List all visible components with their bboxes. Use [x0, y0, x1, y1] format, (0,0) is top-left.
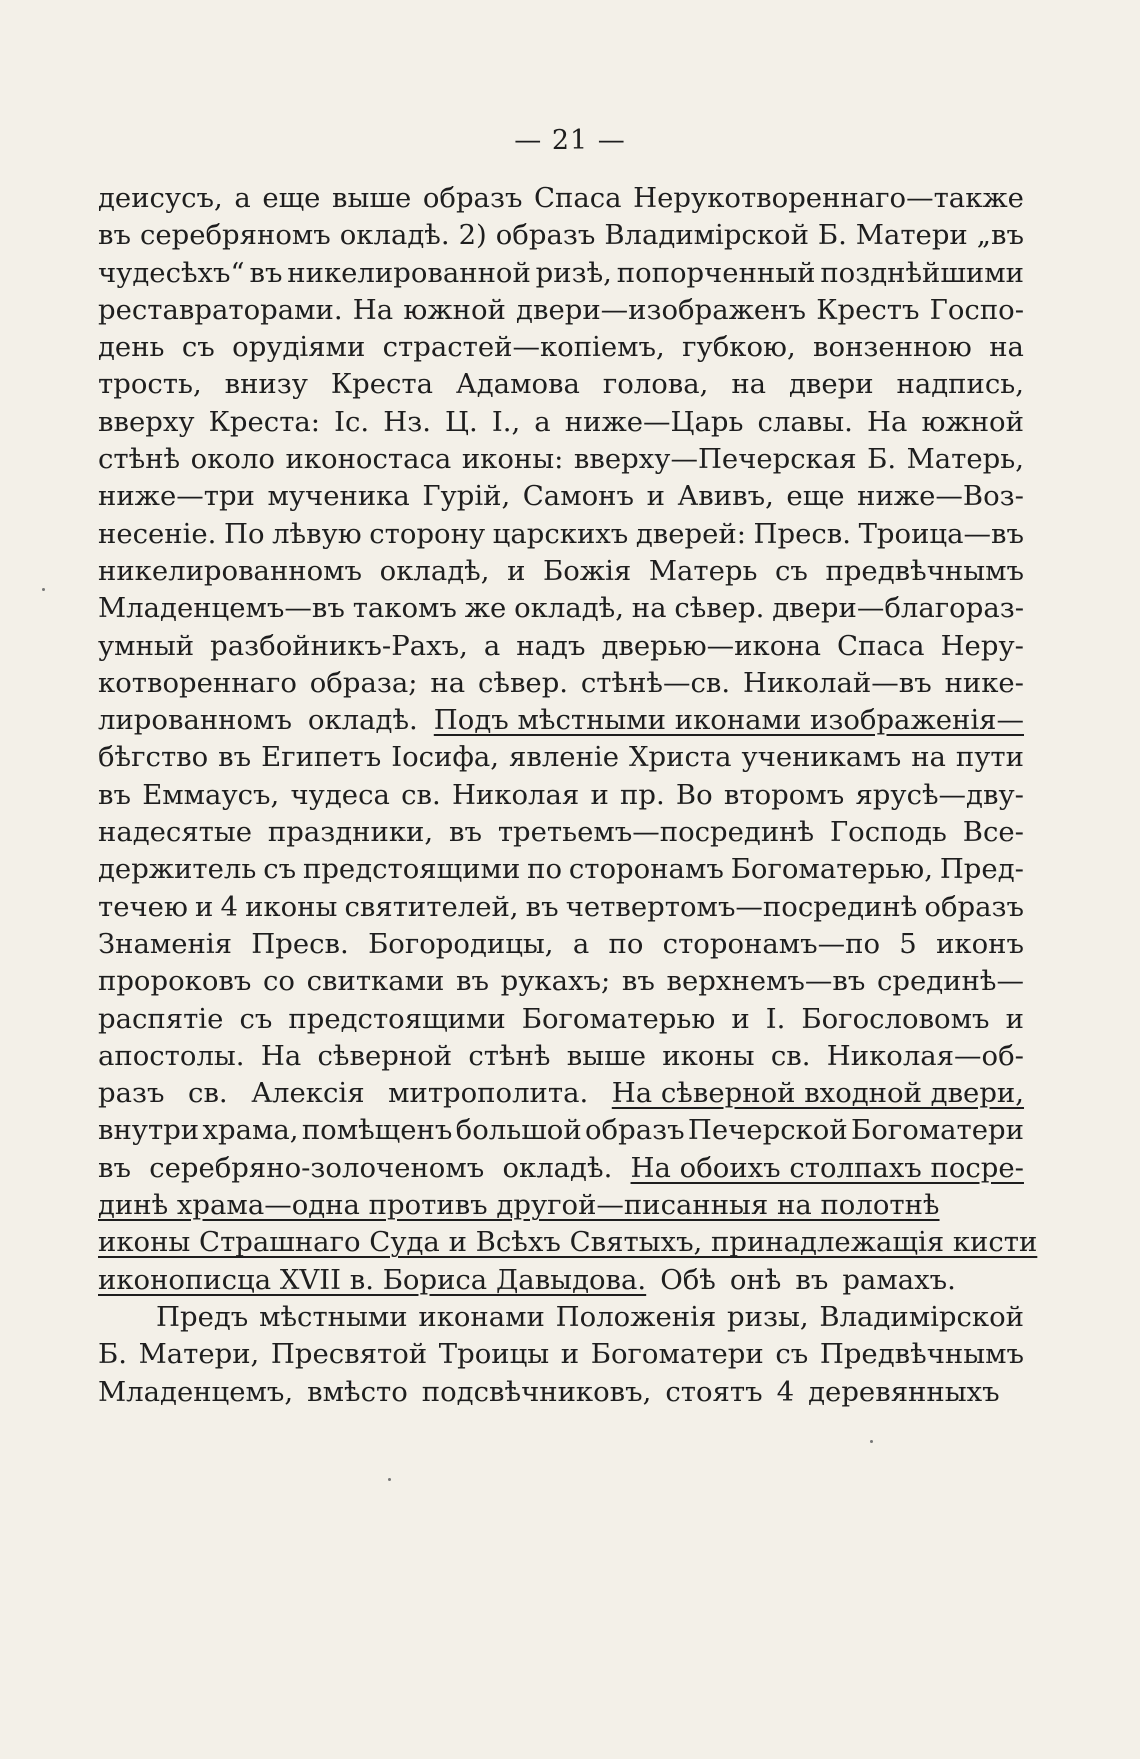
- text-line: апостолы. На сѣверной стѣнѣ выше иконы св. Николая—об-: [98, 1039, 1024, 1072]
- text-line: иконописца XVII в. Бориса Давыдова. Обѣ онѣ въ рамахъ.: [98, 1262, 1024, 1299]
- text-line: трость, внизу Креста Адамова голова, на двери надпись,: [98, 368, 1024, 401]
- text-line: Младенцемъ, вмѣсто подсвѣчниковъ, стоятъ 4 деревянныхъ: [98, 1375, 1000, 1408]
- body-text: [98, 180, 1038, 1411]
- text-line: держитель съ предстоящими по сторонамъ Богоматерью, Пред-: [98, 853, 1024, 886]
- text-line: разъ св. Алексія митрополита. На сѣверной входной двери,: [98, 1075, 1024, 1112]
- text-line: течею и 4 иконы святителей, въ четвертомъ—посрединѣ образъ: [98, 890, 1024, 923]
- paper-speck: [42, 588, 45, 591]
- underlined-phrase: иконописца XVII в. Бориса Давыдова.: [98, 1263, 647, 1296]
- underlined-phrase: Подъ мѣстными иконами изображенія—: [433, 704, 1024, 737]
- page-number: — 21 —: [514, 125, 626, 156]
- text-line: несеніе. По лѣвую сторону царскихъ дверей: Пресв. Троица—въ: [98, 517, 1024, 550]
- text-line: чудесѣхъ“ въ никелированной ризѣ, попорченный позднѣйшими: [98, 256, 1024, 289]
- text-line: [98, 1224, 1038, 1261]
- underlined-phrase: динѣ храма—одна противъ другой—писанныя на полотнѣ: [98, 1189, 940, 1222]
- text-line: въ Еммаусъ, чудеса св. Николая и пр. Во второмъ ярусѣ—дву-: [98, 778, 1024, 811]
- text-line: Младенцемъ—въ такомъ же окладѣ, на сѣвер. двери—благораз-: [98, 592, 1024, 625]
- text-line: ниже—три мученика Гурій, Самонъ и Авивъ, еще ниже—Воз-: [98, 480, 1024, 513]
- text-line: никелированномъ окладѣ, и Божія Матерь съ предвѣчнымъ: [98, 554, 1024, 587]
- paper-speck: [388, 1478, 391, 1481]
- text-line: распятіе съ предстоящими Богоматерью и І. Богословомъ и: [98, 1002, 1024, 1035]
- text-line: пророковъ со свитками въ рукахъ; въ верхнемъ—въ срединѣ—: [98, 965, 1024, 998]
- text-line: лированномъ окладѣ. Подъ мѣстными иконами изображенія—: [98, 702, 1024, 739]
- text-line: Б. Матери, Пресвятой Троицы и Богоматери съ Предвѣчнымъ: [98, 1338, 1024, 1371]
- text-line: умный разбойникъ-Рахъ, а надъ дверью—икона Спаса Неру-: [98, 629, 1024, 662]
- text-line: въ серебряно-золоченомъ окладѣ. На обоихъ столпахъ посре-: [98, 1150, 1024, 1187]
- underlined-phrase: На обоихъ столпахъ посре-: [630, 1151, 1024, 1184]
- text-line: вверху Креста: Іс. Нз. Ц. І., а ниже—Царь славы. На южной: [98, 405, 1024, 438]
- text-line: [98, 1187, 1024, 1224]
- text-line: деисусъ, а еще выше образъ Спаса Нерукотвореннаго—также: [98, 182, 1024, 214]
- text-line: внутри храма, помѣщенъ большой образъ Печерской Богоматери: [98, 1114, 1024, 1147]
- text-line: котвореннаго образа; на сѣвер. стѣнѣ—св. Николай—въ нике-: [98, 666, 1024, 699]
- underlined-phrase: На сѣверной входной двери,: [611, 1077, 1024, 1110]
- underlined-phrase: иконы Страшнаго Суда и Всѣхъ Святыхъ, принадлежащія кисти: [98, 1226, 1038, 1259]
- text-line: бѣгство въ Египетъ Іосифа, явленіе Христа ученикамъ на пути: [98, 741, 1024, 774]
- paper-speck: [870, 1440, 873, 1443]
- text-line: день съ орудіями страстей—копіемъ, губкою, вонзенною на: [98, 331, 1024, 364]
- text-line: въ серебряномъ окладѣ. 2) образъ Владимірской Б. Матери „въ: [98, 219, 1024, 252]
- text-line: Знаменія Пресв. Богородицы, а по сторонамъ—по 5 иконъ: [98, 927, 1024, 960]
- text-line: реставраторами. На южной двери—изображенъ Крестъ Госпо-: [98, 293, 1024, 326]
- text-line: надесятые праздники, въ третьемъ—посрединѣ Господь Все-: [98, 816, 1024, 849]
- text-line: Предъ мѣстными иконами Положенія ризы, Владимірской: [156, 1300, 1024, 1333]
- text-line: стѣнѣ около иконостаса иконы: вверху—Печерская Б. Матерь,: [98, 443, 1024, 476]
